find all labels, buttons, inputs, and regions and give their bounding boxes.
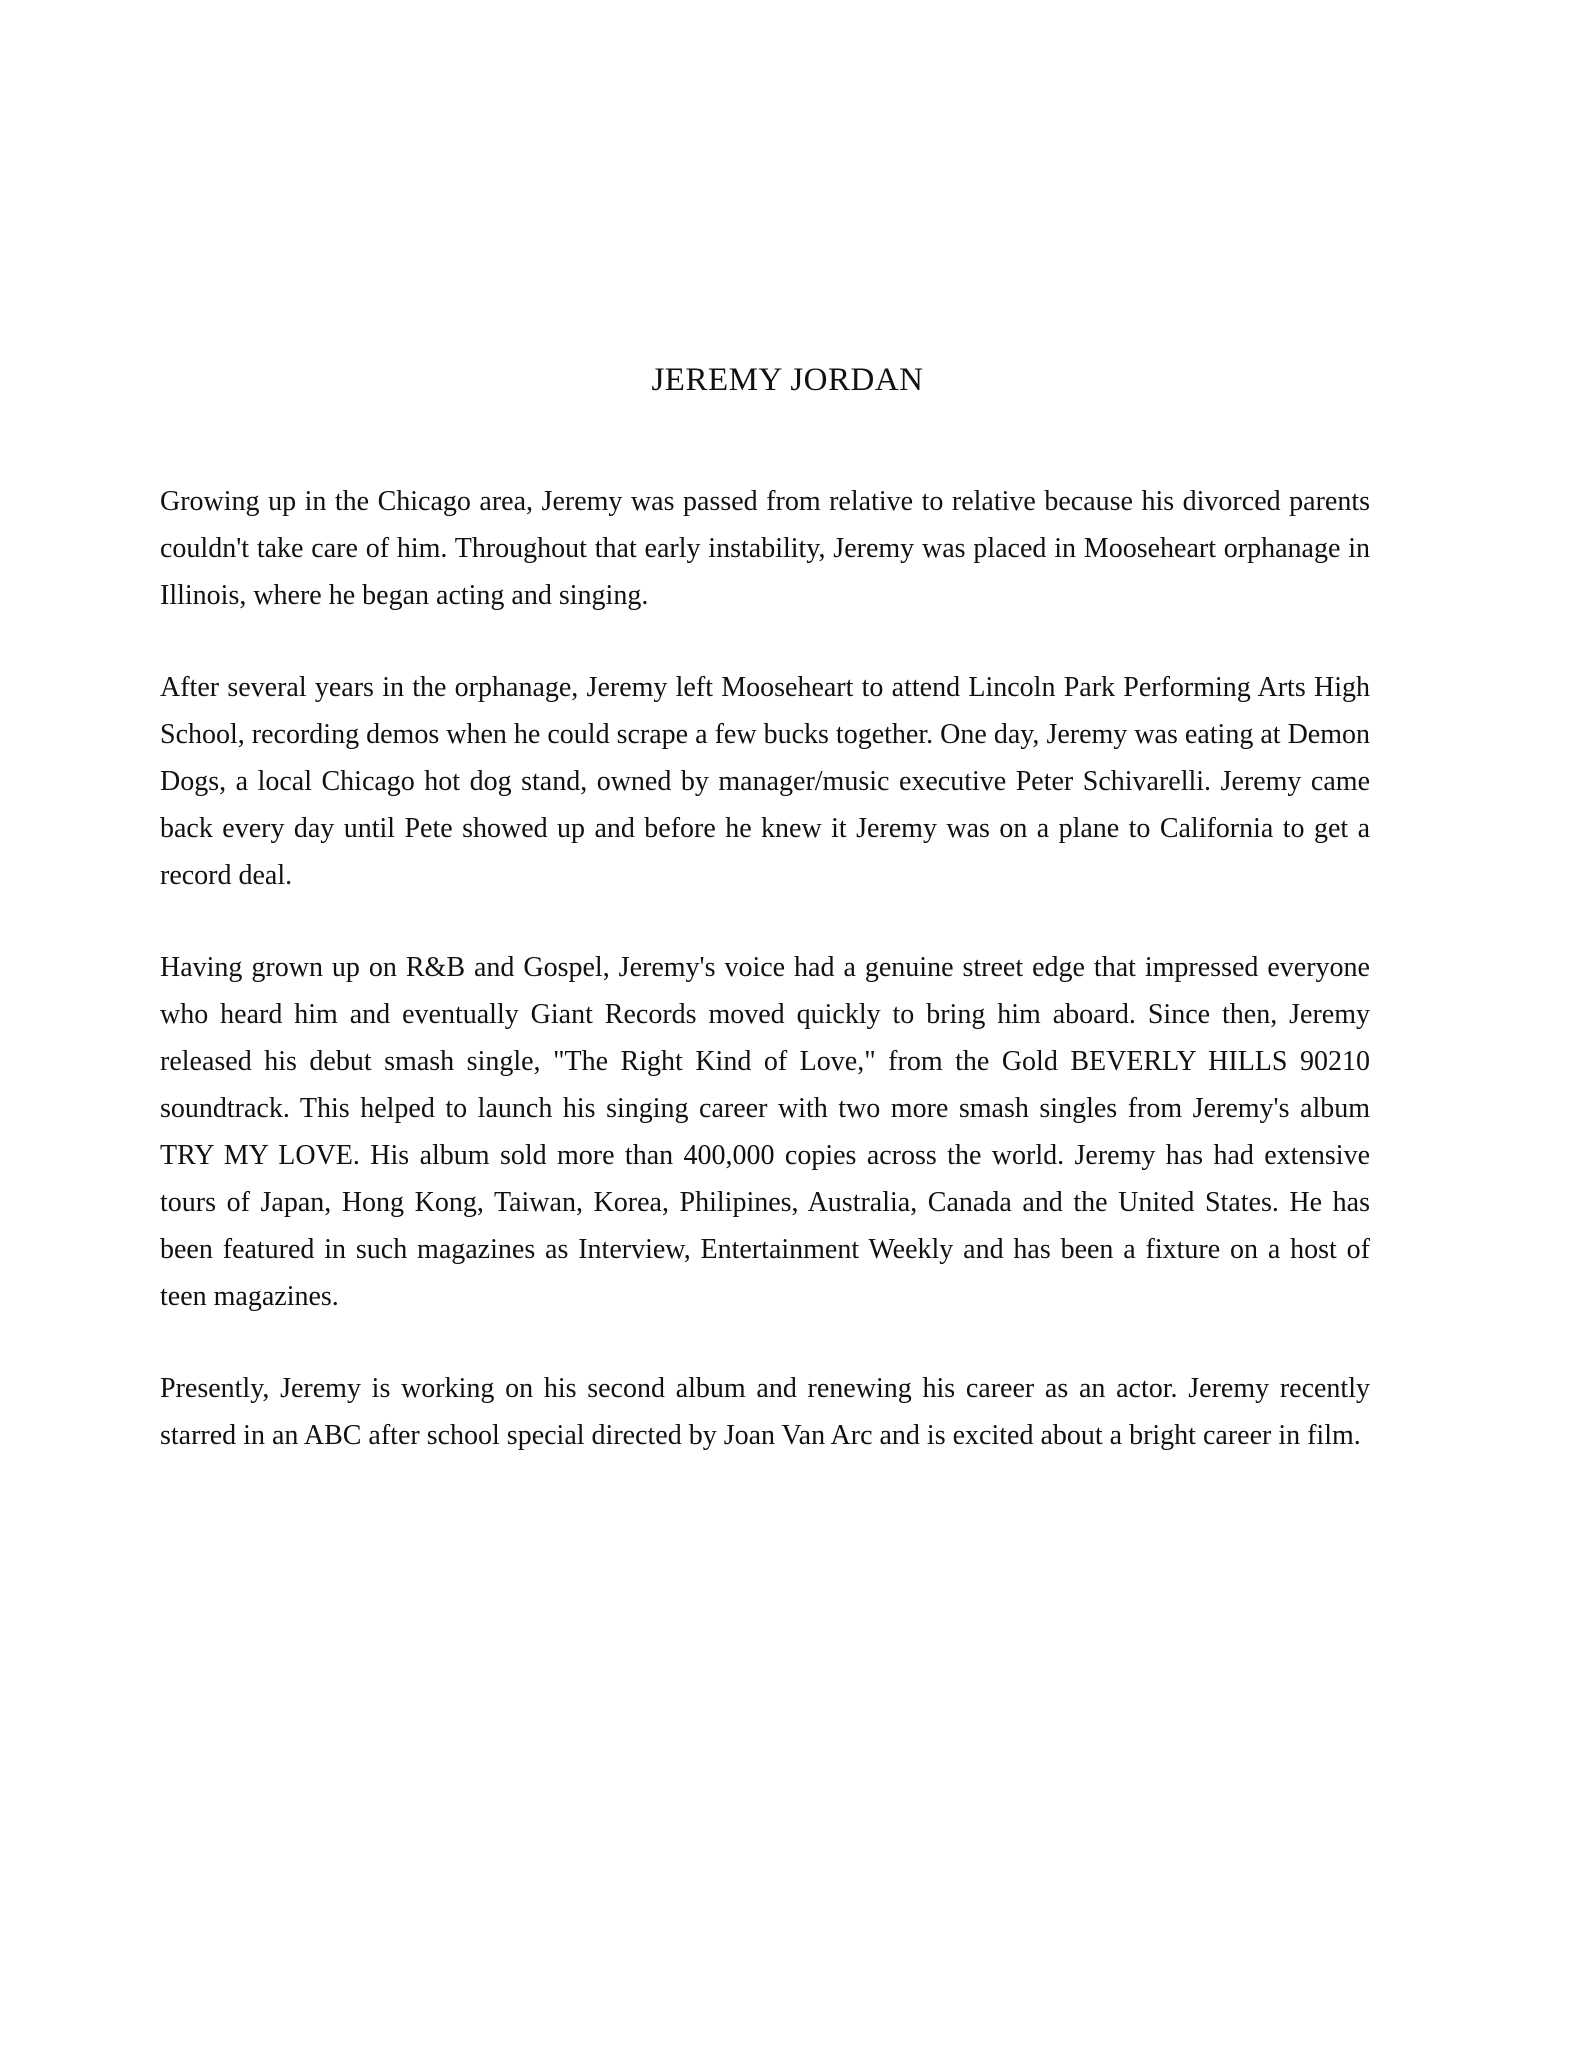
- paragraph-present: Presently, Jeremy is working on his second album and renewing his career as an actor. Jeremy recently starred in an ABC after school special directed by Joan Van Arc and is excited about a bright career in film.: [160, 1373, 1370, 1451]
- paragraph-early-life: Growing up in the Chicago area, Jeremy was passed from relative to relative because his divorced parents couldn't take care of him. Throughout that early instability, Jeremy was placed in Mooseheart orphanage in Illinois, where he began acting and singing.: [160, 486, 1370, 611]
- document-title: JEREMY JORDAN: [651, 362, 924, 398]
- paragraph-music-career: Having grown up on R&B and Gospel, Jeremy's voice had a genuine street edge that impressed everyone who heard him and eventually Giant Records moved quickly to bring him aboard. Since then, Jeremy released his debut smash single, "The Right Kind of Love," from the Gold BEVERLY HILLS 90210 soundtrack. This helped to launch his singing career with two more smash singles from Jeremy's album TRY MY LOVE. His album sold more than 400,000 copies across the world. Jeremy has had extensive tours of Japan, Hong Kong, Taiwan, Korea, Philipines, Australia, Canada and the United States. He has been featured in such magazines as Interview, Entertainment Weekly and has been a fixture on a host of teen magazines.: [160, 952, 1370, 1312]
- paragraph-discovery: After several years in the orphanage, Jeremy left Mooseheart to attend Lincoln Park Performing Arts High School, recording demos when he could scrape a few bucks together. One day, Jeremy was eating at Demon Dogs, a local Chicago hot dog stand, owned by manager/music executive Peter Schivarelli. Jeremy came back every day until Pete showed up and before he knew it Jeremy was on a plane to California to get a record deal.: [160, 672, 1370, 891]
- document-body: [160, 478, 1370, 1504]
